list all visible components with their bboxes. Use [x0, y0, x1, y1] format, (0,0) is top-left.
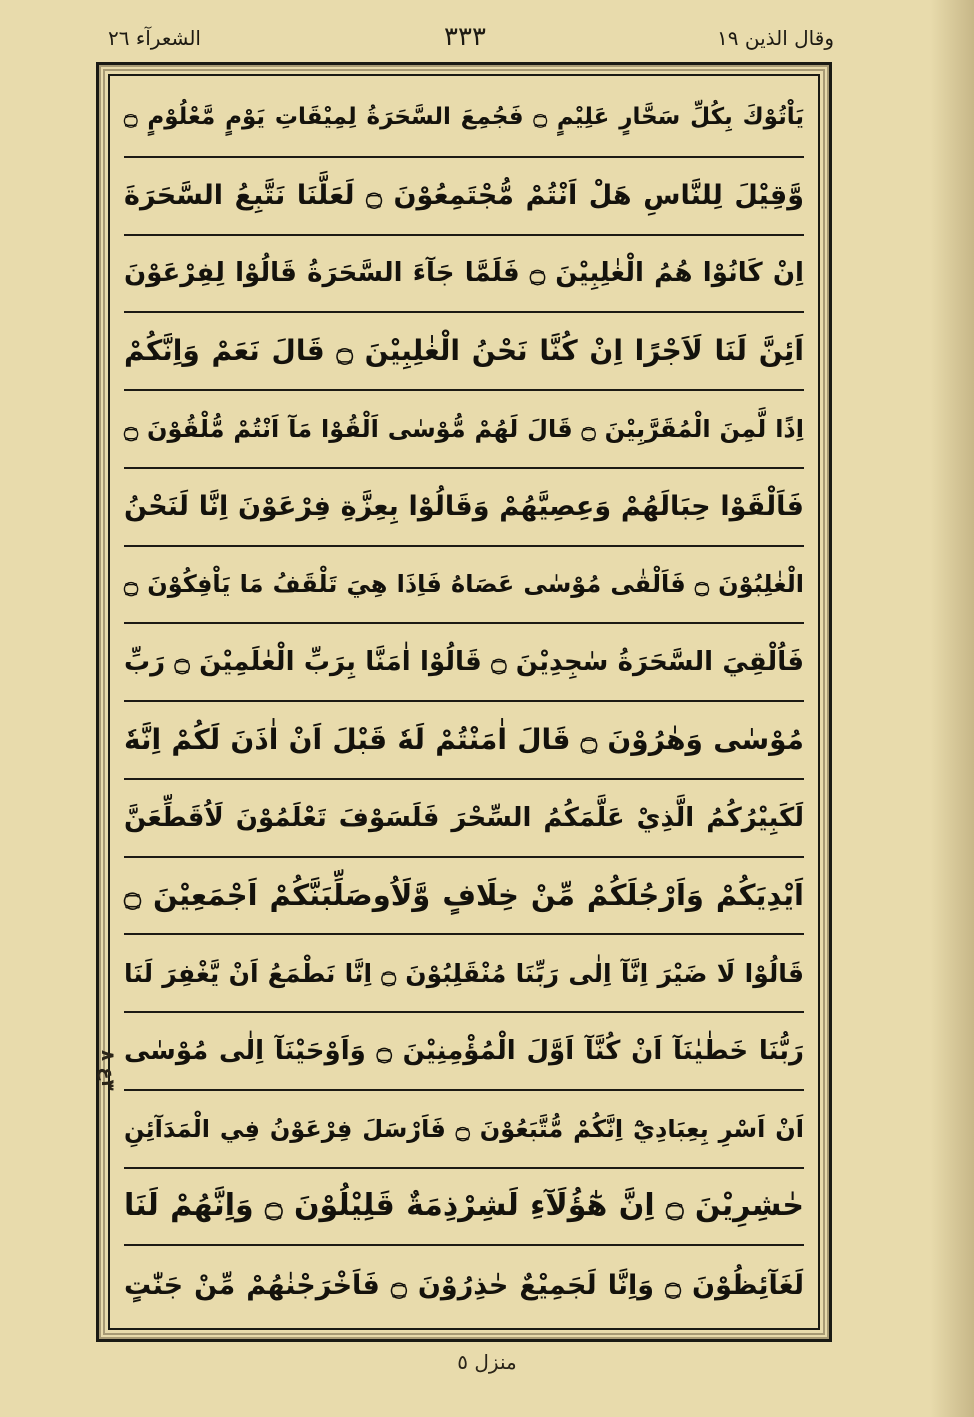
text-line: رَبُّنَا خَطٰيٰنَآ اَنْ كُنَّآ اَوَّلَ الْمُؤْمِنِيْنَ ۝ وَاَوْحَيْنَآ اِلٰى مُوْسٰى: [124, 1013, 804, 1091]
text-line: اَئِنَّ لَنَا لَاَجْرًا اِنْ كُنَّا نَحْنُ الْغٰلِبِيْنَ ۝ قَالَ نَعَمْ وَاِنَّكُمْ: [124, 313, 804, 391]
text-line: الْغٰلِبُوْنَ ۝ فَاَلْقٰى مُوْسٰى عَصَاهُ فَاِذَا هِيَ تَلْقَفُ مَا يَاْفِكُوْنَ ۝: [124, 547, 804, 625]
text-line: لَغَآئِظُوْنَ ۝ وَاِنَّا لَجَمِيْعٌ حٰذِرُوْنَ ۝ فَاَخْرَجْنٰهُمْ مِّنْ جَنّٰتٍ: [124, 1269, 804, 1301]
text-line: فَاُلْقِيَ السَّحَرَةُ سٰجِدِيْنَ ۝ قَالُوْا اٰمَنَّا بِرَبِّ الْعٰلَمِيْنَ ۝ رَبِّ: [124, 624, 804, 702]
page-edge-shadow: [930, 0, 974, 1417]
text-line: يَاْتُوْكَ بِكُلِّ سَحَّارٍ عَلِيْمٍ ۝ فَجُمِعَ السَّحَرَةُ لِمِيْقَاتِ يَوْمٍ مَّعْلُوْمٍ ۝: [124, 80, 804, 158]
text-line: اِنْ كَانُوْا هُمُ الْغٰلِبِيْنَ ۝ فَلَمَّا جَآءَ السَّحَرَةُ قَالُوْا لِفِرْعَوْنَ: [124, 236, 804, 314]
text-line: اَيْدِيَكُمْ وَاَرْجُلَكُمْ مِّنْ خِلَافٍ وَّلَاُوصَلِّبَنَّكُمْ اَجْمَعِيْنَ ۝: [124, 858, 804, 936]
text-line: اِذًا لَّمِنَ الْمُقَرَّبِيْنَ ۝ قَالَ لَهُمْ مُّوْسٰى اَلْقُوْا مَآ اَنْتُمْ مُّلْقُوْنَ ۝: [124, 391, 804, 469]
page-footer-manzil: منزل ٥: [457, 1350, 517, 1374]
page-number: ٣٣٣: [444, 22, 486, 52]
header-juz-name: وقال الذين ١٩: [717, 26, 834, 50]
text-line: اَنْ اَسْرِ بِعِبَادِيْٓ اِنَّكُمْ مُّتَّبَعُوْنَ ۝ فَاَرْسَلَ فِرْعَوْنُ فِي الْمَدَآئِنِ: [124, 1091, 804, 1169]
text-line: فَاَلْقَوْا حِبَالَهُمْ وَعِصِيَّهُمْ وَقَالُوْا بِعِزَّةِ فِرْعَوْنَ اِنَّا لَنَحْنُ: [124, 469, 804, 547]
header-surah-name: الشعرآء ٢٦: [108, 26, 201, 50]
text-line: وَّقِيْلَ لِلنَّاسِ هَلْ اَنْتُمْ مُّجْتَمِعُوْنَ ۝ لَعَلَّنَا نَتَّبِعُ السَّحَرَةَ: [124, 158, 804, 236]
margin-ruku-marker: ٣ع ٨: [97, 1050, 118, 1091]
page-header: [100, 22, 834, 60]
text-lines: [124, 80, 804, 1324]
text-line: قَالُوْا لَا ضَيْرَ اِنَّآ اِلٰى رَبِّنَا مُنْقَلِبُوْنَ ۝ اِنَّا نَطْمَعُ اَنْ يَّغْفِرَ لَنَا: [124, 935, 804, 1013]
text-line: لَكَبِيْرُكُمُ الَّذِيْ عَلَّمَكُمُ السِّحْرَ فَلَسَوْفَ تَعْلَمُوْنَ لَاُقَطِّعَنَّ: [124, 780, 804, 858]
text-line: مُوْسٰى وَهٰرُوْنَ ۝ قَالَ اٰمَنْتُمْ لَهٗ قَبْلَ اَنْ اٰذَنَ لَكُمْ اِنَّهٗ: [124, 702, 804, 780]
text-line: حٰشِرِيْنَ ۝ اِنَّ هٰٓؤُلَآءِ لَشِرْذِمَةٌ قَلِيْلُوْنَ ۝ وَاِنَّهُمْ لَنَا: [124, 1169, 804, 1247]
